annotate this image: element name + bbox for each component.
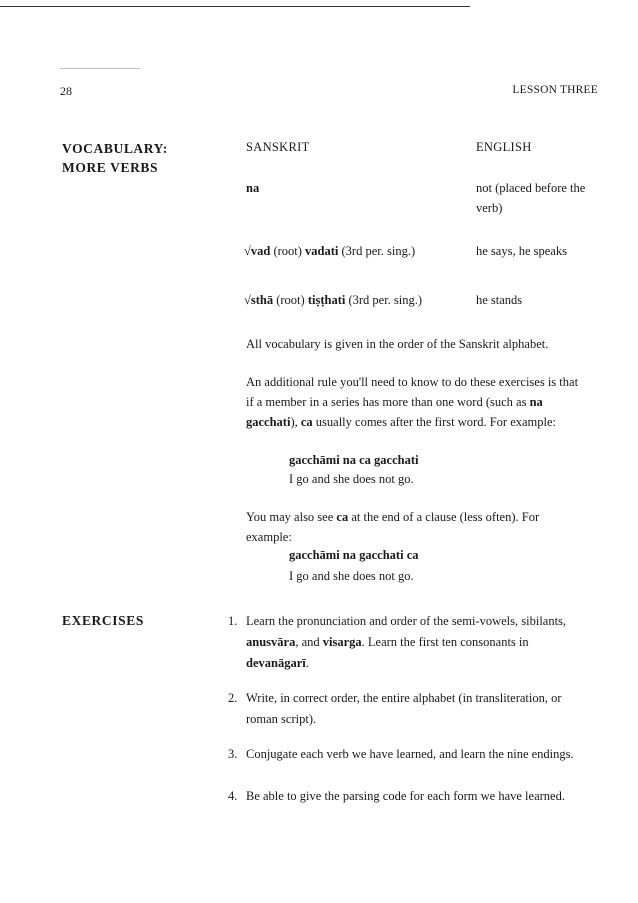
rule-line2-text: if a member in a series has more than one word (such as [246,395,527,409]
exercise-2-line1: Write, in correct order, the entire alphabet (in transliteration, or [246,691,562,705]
example2-translation: I go and she does not go. [289,569,414,583]
scan-smudge [60,68,140,69]
rule-line3-bold: gacchati [246,415,291,429]
exercises-title: EXERCISES [62,613,144,628]
rule-line1: An additional rule you'll need to know to do these exercises is that [246,375,579,389]
exercise-1-number: 1. [228,614,238,628]
example2-sanskrit: gacchāmi na gacchati ca [289,548,419,562]
exercise-1-line2 [246,632,606,653]
vocabulary-title-line2: MORE VERBS [62,160,159,175]
exercise-3-number: 3. [228,747,238,761]
column-header-english: ENGLISH [476,140,532,154]
also-line2: example: [246,530,292,544]
exercise-1-line2-post: . Learn the first ten consonants in [361,635,529,649]
also-line1-bold: ca [336,510,349,524]
also-paragraph [246,507,606,547]
vocab-verb: tiṣṭhati [307,293,346,307]
exercise-4-text: Be able to give the parsing code for each form we have learned. [246,789,565,803]
term-devanagari: devanāgarī [246,656,306,670]
vocab-verb-note: (3rd per. sing.) [341,244,416,258]
also-line1-post: at the end of a clause (less often). For [351,510,540,524]
vocab-root: sthā [250,293,274,307]
term-visarga: visarga [322,635,362,649]
vocab-root: vad [250,244,271,258]
vocab-verb-note: (3rd per. sing.) [348,293,423,307]
vocab-entry-vad-english: he says, he speaks [476,244,567,258]
vocab-entry-stha-english: he stands [476,293,523,307]
root-sign-icon: √ [244,244,251,258]
exercise-2-text [246,688,606,730]
root-sign-icon: √ [244,293,251,307]
rule-line2-bold: na [529,395,543,409]
exercise-1-and: , and [295,635,320,649]
page-number: 28 [60,84,72,98]
rule-paragraph [246,372,606,432]
vocab-entry-vad [244,241,415,261]
vocab-root-label: (root) [273,244,302,258]
vocab-entry-na-word: na [246,181,260,195]
vocabulary-title-line1: VOCABULARY: [62,141,168,156]
vocab-entry-na-english [476,178,585,218]
rule-line3 [246,412,606,432]
rule-line2 [246,392,606,412]
vocab-entry-na-english-line2: verb) [476,201,503,215]
exercise-1-text [246,611,606,674]
exercise-4-number: 4. [228,789,238,803]
column-header-sanskrit: SANSKRIT [246,140,310,154]
exercise-2-line2: roman script). [246,712,317,726]
rule-line3-text: usually comes after the first word. For example: [315,415,557,429]
vocab-entry-stha [244,290,422,310]
order-note: All vocabulary is given in the order of the Sanskrit alphabet. [246,337,549,351]
rule-line3-bold2: ca [300,415,313,429]
exercise-3-text: Conjugate each verb we have learned, and learn the nine endings. [246,747,574,761]
vocabulary-title [62,139,168,177]
rule-line3-punct: ), [290,415,298,429]
example1-translation: I go and she does not go. [289,472,414,486]
exercise-1-line3 [246,653,606,674]
scan-top-rule [0,6,470,7]
exercise-2-number: 2. [228,691,238,705]
also-line1-pre: You may also see [246,510,334,524]
vocab-root-label: (root) [276,293,305,307]
exercise-1-period: . [305,656,309,670]
exercise-1-line1: Learn the pronunciation and order of the semi-vowels, sibilants, [246,614,567,628]
running-title: LESSON THREE [512,84,598,96]
vocab-verb: vadati [305,244,339,258]
term-anusvara: anusvāra [246,635,296,649]
also-line1 [246,507,606,527]
example1-sanskrit: gacchāmi na ca gacchati [289,453,419,467]
vocab-entry-na-english-line1: not (placed before the [476,181,586,195]
